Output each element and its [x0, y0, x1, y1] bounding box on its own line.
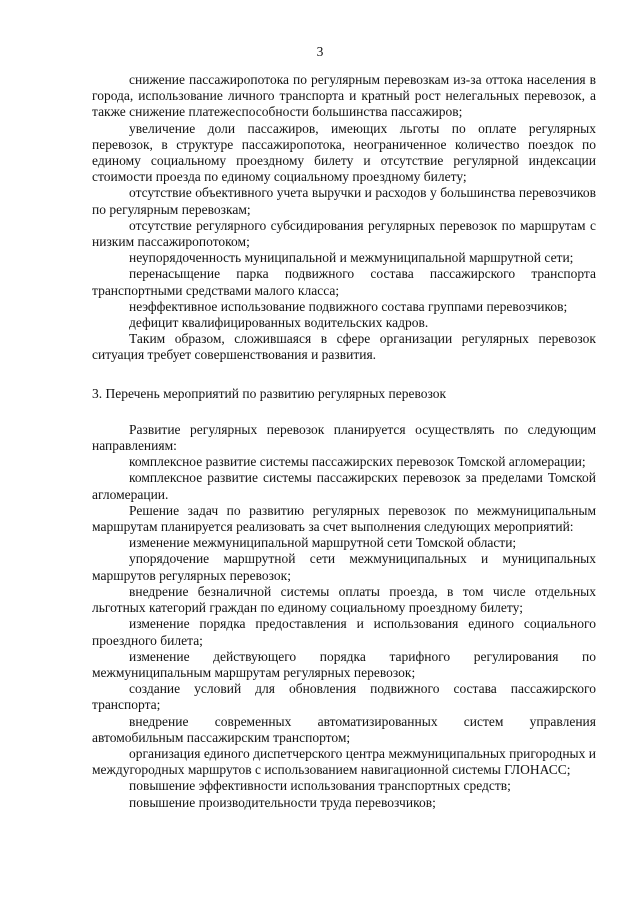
paragraph: внедрение безналичной системы оплаты проезда, в том числе отдельных льготных категорий граждан по единому социальному проездному билету;	[92, 583, 596, 616]
paragraph: снижение пассажиропотока по регулярным перевозкам из-за оттока населения в города, использование личного транспорта и кратный рост нелегальных перевозок, а также снижение платежеспособности большинства пассажиров;	[92, 72, 596, 120]
paragraph: повышение производительности труда перевозчиков;	[129, 794, 436, 810]
paragraph: отсутствие объективного учета выручки и расходов у большинства перевозчиков по регулярным перевозкам;	[92, 185, 596, 217]
paragraph: изменение действующего порядка тарифного регулирования по межмуниципальным маршрутам регулярных перевозок;	[92, 648, 596, 680]
paragraph: внедрение современных автоматизированных систем управления автомобильным пассажирским транспортом;	[92, 713, 596, 745]
paragraph: изменение порядка предоставления и использования единого социального проездного билета;	[92, 616, 596, 648]
paragraph: организация единого диспетчерского центра межмуниципальных пригородных и междугородных маршрутов с использованием навигационной системы ГЛОНАСС;	[92, 745, 596, 778]
page-number: 3	[316, 44, 324, 59]
paragraphs-after	[92, 422, 596, 811]
paragraph: комплексное развитие системы пассажирских перевозок за пределами Томской агломерации.	[92, 470, 596, 502]
paragraph: изменение межмуниципальной маршрутной сети Томской области;	[129, 535, 517, 551]
paragraph: отсутствие регулярного субсидирования регулярных перевозок по маршрутам с низким пассажиропотоком;	[92, 217, 596, 250]
document-body	[92, 72, 596, 811]
paragraph: перенасыщение парка подвижного состава пассажирского транспорта транспортными средствами малого класса;	[92, 266, 596, 298]
paragraph: неэффективное использование подвижного состава группами перевозчиков;	[129, 298, 568, 314]
paragraph: упорядочение маршрутной сети межмуниципальных и муниципальных маршрутов регулярных перевозок;	[92, 551, 596, 583]
paragraph: Развитие регулярных перевозок планируется осуществлять по следующим направлениям:	[92, 421, 596, 454]
paragraph: повышение эффективности использования транспортных средств;	[129, 778, 511, 794]
paragraph: создание условий для обновления подвижного состава пассажирского транспорта;	[92, 681, 596, 713]
paragraph: дефицит квалифицированных водительских кадров.	[129, 315, 429, 331]
paragraph: неупорядоченность муниципальной и межмуниципальной маршрутной сети;	[129, 250, 574, 266]
paragraph: Таким образом, сложившаяся в сфере организации регулярных перевозок ситуация требует совершенствования и развития.	[92, 331, 596, 363]
paragraph: Решение задач по развитию регулярных перевозок по межмуниципальным маршрутам планируется реализовать за счет выполнения следующих мероприятий:	[92, 502, 596, 535]
paragraph: комплексное развитие системы пассажирских перевозок Томской агломерации;	[129, 454, 586, 470]
section-heading: 3. Перечень мероприятий по развитию регулярных перевозок	[92, 385, 447, 401]
paragraphs-before	[92, 72, 596, 364]
paragraph: увеличение доли пассажиров, имеющих льготы по оплате регулярных перевозок, в структуре пассажиропотока, неограниченное количество поездок по единому социальному проездному билету и отсутствие регулярной индексации стоимости проезда по единому социальному проездному билету;	[92, 120, 596, 185]
